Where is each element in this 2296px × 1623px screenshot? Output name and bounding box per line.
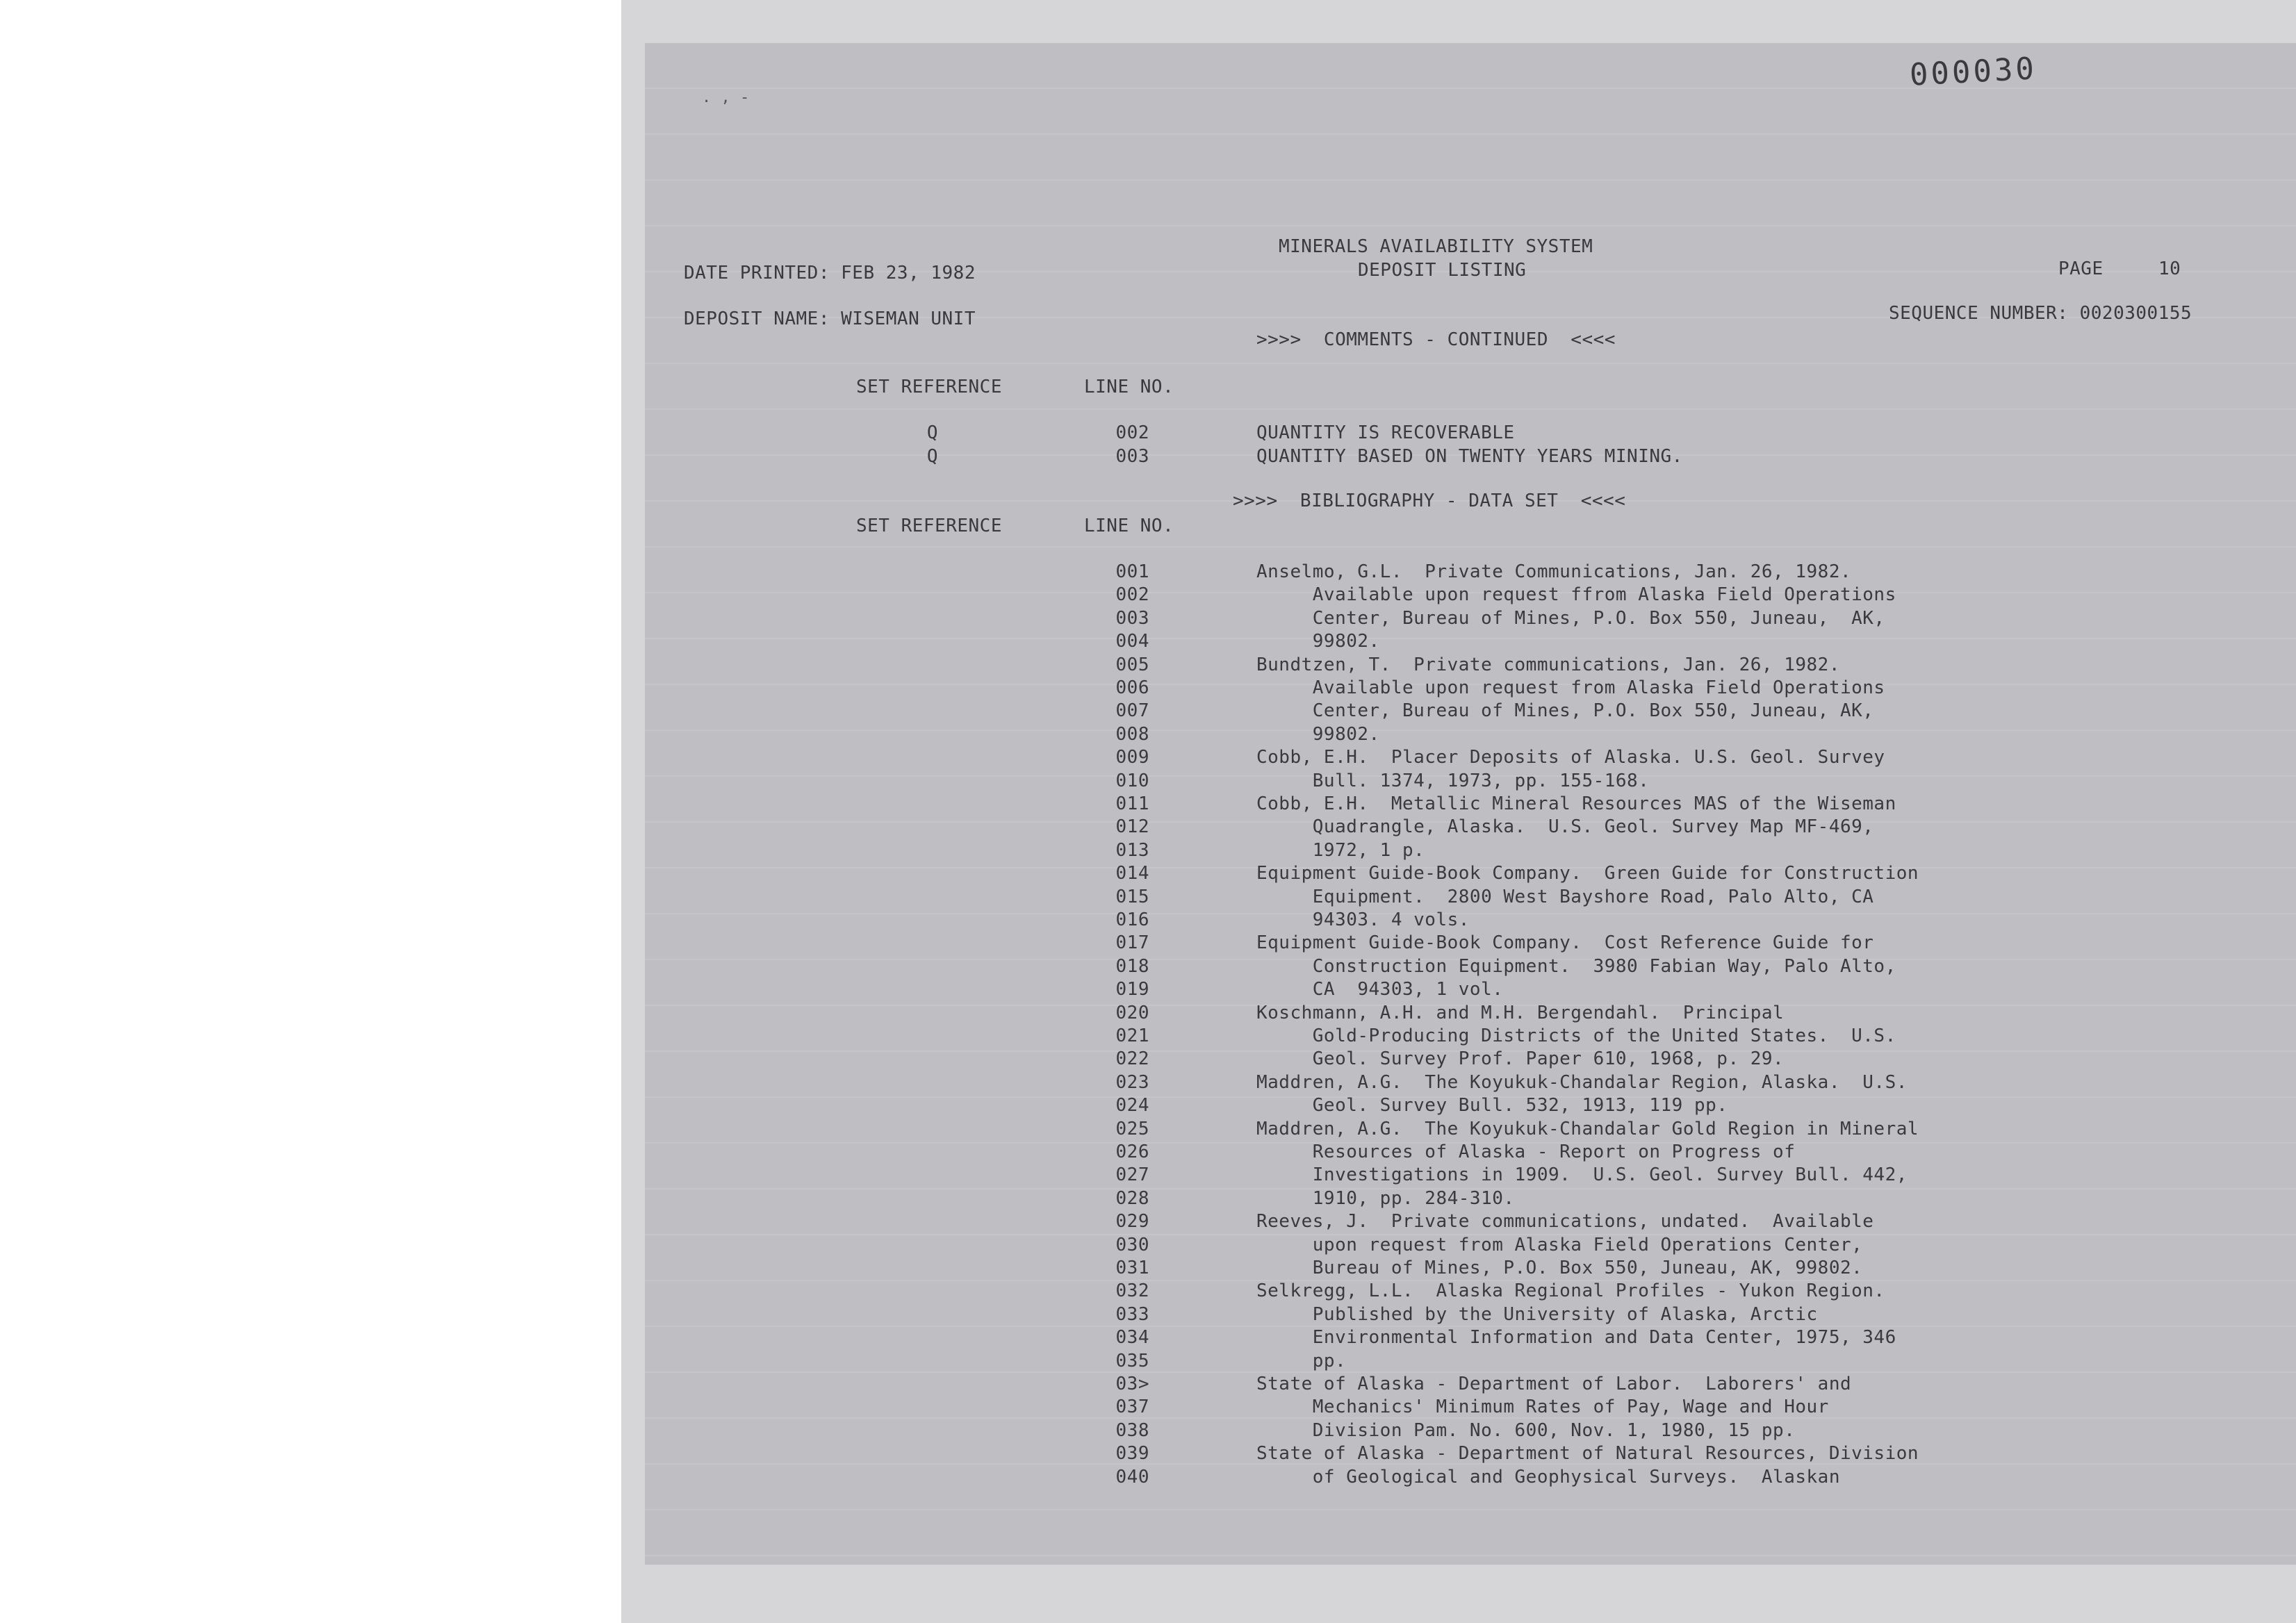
bibliography-line-number: 002 bbox=[1115, 584, 1149, 605]
corner-marks: . , - bbox=[702, 89, 750, 106]
bibliography-entry-text: Reeves, J. Private communications, undated. Available bbox=[1256, 1211, 1874, 1232]
bibliography-line-number: 017 bbox=[1115, 932, 1149, 953]
bibliography-line-number: 023 bbox=[1115, 1072, 1149, 1093]
bibliography-entry-text: pp. bbox=[1256, 1351, 1347, 1371]
bibliography-line-number: 007 bbox=[1115, 700, 1149, 721]
bibliography-entry-text: Available upon request ffrom Alaska Field Operations bbox=[1256, 584, 1896, 605]
bibliography-entry-text: Bureau of Mines, P.O. Box 550, Juneau, AK, 99802. bbox=[1256, 1258, 1863, 1278]
bibliography-entry-text: State of Alaska - Department of Labor. Laborers' and bbox=[1256, 1374, 1852, 1394]
bibliography-entry-text: Cobb, E.H. Placer Deposits of Alaska. U.S. Geol. Survey bbox=[1256, 747, 1885, 768]
bibliography-line-number: 014 bbox=[1115, 863, 1149, 884]
comments-col-line-no: LINE NO. bbox=[1084, 377, 1174, 397]
bibliography-entry-text: Investigations in 1909. U.S. Geol. Survey Bull. 442, bbox=[1256, 1164, 1908, 1185]
bibliography-entry-text: Geol. Survey Prof. Paper 610, 1968, p. 29. bbox=[1256, 1048, 1785, 1069]
bibliography-line-number: 001 bbox=[1115, 561, 1149, 582]
comment-line-number: 003 bbox=[1115, 446, 1149, 467]
bibliography-entry-text: Equipment Guide-Book Company. Cost Reference Guide for bbox=[1256, 932, 1874, 953]
bibliography-line-number: 040 bbox=[1115, 1467, 1149, 1488]
bibliography-line-number: 026 bbox=[1115, 1142, 1149, 1162]
bibliography-entry-text: Bundtzen, T. Private communications, Jan. 26, 1982. bbox=[1256, 654, 1840, 675]
bibliography-entry-text: Quadrangle, Alaska. U.S. Geol. Survey Map MF-469, bbox=[1256, 816, 1874, 837]
bibliography-entry-text: 94303. 4 vols. bbox=[1256, 909, 1470, 930]
bibliography-line-number: 031 bbox=[1115, 1258, 1149, 1278]
bibliography-entry-text: Published by the University of Alaska, Arctic bbox=[1256, 1304, 1818, 1325]
bibliography-entry-text: Center, Bureau of Mines, P.O. Box 550, Juneau, AK, bbox=[1256, 608, 1885, 629]
bibliography-entry-text: Maddren, A.G. The Koyukuk-Chandalar Region, Alaska. U.S. bbox=[1256, 1072, 1908, 1093]
bibliography-entry-text: Anselmo, G.L. Private Communications, Jan. 26, 1982. bbox=[1256, 561, 1852, 582]
bibliography-entry-text: Geol. Survey Bull. 532, 1913, 119 pp. bbox=[1256, 1095, 1728, 1116]
bibliography-entry-text: Division Pam. No. 600, Nov. 1, 1980, 15 pp. bbox=[1256, 1420, 1796, 1441]
bibliography-entry-text: upon request from Alaska Field Operations Center, bbox=[1256, 1235, 1863, 1255]
bibliography-line-number: 018 bbox=[1115, 956, 1149, 977]
bibliography-line-number: 022 bbox=[1115, 1048, 1149, 1069]
page-number: 10 bbox=[2158, 258, 2181, 279]
bibliography-entry-text: Selkregg, L.L. Alaska Regional Profiles - Yukon Region. bbox=[1256, 1280, 1885, 1301]
bibliography-entry-text: Cobb, E.H. Metallic Mineral Resources MAS of the Wiseman bbox=[1256, 793, 1896, 814]
listing-title: DEPOSIT LISTING bbox=[1358, 260, 1527, 281]
bibliography-entry-text: CA 94303, 1 vol. bbox=[1256, 979, 1504, 1000]
bibliography-entry-text: of Geological and Geophysical Surveys. Alaskan bbox=[1256, 1467, 1840, 1488]
bibliography-entry-text: 1910, pp. 284-310. bbox=[1256, 1188, 1515, 1209]
comment-set-reference: Q bbox=[926, 446, 939, 467]
bibliography-line-number: 03> bbox=[1115, 1374, 1149, 1394]
bibliography-line-number: 028 bbox=[1115, 1188, 1149, 1209]
bibliography-line-number: 021 bbox=[1115, 1025, 1149, 1046]
bibliography-line-number: 025 bbox=[1115, 1119, 1149, 1139]
bibliography-line-number: 004 bbox=[1115, 631, 1149, 652]
bibliography-entry-text: Koschmann, A.H. and M.H. Bergendahl. Principal bbox=[1256, 1003, 1785, 1023]
bibliography-line-number: 030 bbox=[1115, 1235, 1149, 1255]
comments-header: >>>> COMMENTS - CONTINUED <<<< bbox=[1256, 329, 1616, 350]
bibliography-line-number: 010 bbox=[1115, 771, 1149, 791]
document-page bbox=[645, 43, 2296, 1565]
bibliography-line-number: 003 bbox=[1115, 608, 1149, 629]
bibliography-line-number: 005 bbox=[1115, 654, 1149, 675]
bibliography-line-number: 006 bbox=[1115, 677, 1149, 698]
bibliography-line-number: 034 bbox=[1115, 1327, 1149, 1348]
bibliography-entry-text: 1972, 1 p. bbox=[1256, 840, 1425, 861]
bibliography-entry-text: Center, Bureau of Mines, P.O. Box 550, Juneau, AK, bbox=[1256, 700, 1874, 721]
bibliography-line-number: 019 bbox=[1115, 979, 1149, 1000]
bibliography-line-number: 027 bbox=[1115, 1164, 1149, 1185]
sequence-number: SEQUENCE NUMBER: 0020300155 bbox=[1889, 303, 2192, 324]
bibliography-line-number: 009 bbox=[1115, 747, 1149, 768]
bibliography-line-number: 015 bbox=[1115, 887, 1149, 907]
bibliography-entry-text: Environmental Information and Data Center, 1975, 346 bbox=[1256, 1327, 1896, 1348]
system-title: MINERALS AVAILABILITY SYSTEM bbox=[1279, 236, 1593, 257]
bibliography-line-number: 038 bbox=[1115, 1420, 1149, 1441]
bibliography-line-number: 037 bbox=[1115, 1397, 1149, 1417]
page-label: PAGE bbox=[2058, 258, 2104, 279]
bibliography-col-set-reference: SET REFERENCE bbox=[856, 516, 1002, 536]
bibliography-entry-text: Resources of Alaska - Report on Progress of bbox=[1256, 1142, 1796, 1162]
bibliography-line-number: 011 bbox=[1115, 793, 1149, 814]
comment-text: QUANTITY IS RECOVERABLE bbox=[1256, 422, 1515, 443]
bibliography-line-number: 008 bbox=[1115, 724, 1149, 745]
comments-col-set-reference: SET REFERENCE bbox=[856, 377, 1002, 397]
comment-set-reference: Q bbox=[926, 422, 939, 443]
bibliography-entry-text: State of Alaska - Department of Natural Resources, Division bbox=[1256, 1443, 1919, 1464]
bibliography-line-number: 033 bbox=[1115, 1304, 1149, 1325]
bibliography-entry-text: Equipment. 2800 West Bayshore Road, Palo Alto, CA bbox=[1256, 887, 1874, 907]
bibliography-entry-text: 99802. bbox=[1256, 724, 1380, 745]
bibliography-line-number: 020 bbox=[1115, 1003, 1149, 1023]
bibliography-line-number: 029 bbox=[1115, 1211, 1149, 1232]
bibliography-entry-text: Equipment Guide-Book Company. Green Guide for Construction bbox=[1256, 863, 1919, 884]
comment-line-number: 002 bbox=[1115, 422, 1149, 443]
bibliography-col-line-no: LINE NO. bbox=[1084, 516, 1174, 536]
bibliography-line-number: 013 bbox=[1115, 840, 1149, 861]
bibliography-entry-text: Construction Equipment. 3980 Fabian Way, Palo Alto, bbox=[1256, 956, 1896, 977]
bibliography-entry-text: Mechanics' Minimum Rates of Pay, Wage and Hour bbox=[1256, 1397, 1829, 1417]
comment-text: QUANTITY BASED ON TWENTY YEARS MINING. bbox=[1256, 446, 1683, 467]
bibliography-entry-text: Gold-Producing Districts of the United States. U.S. bbox=[1256, 1025, 1896, 1046]
bibliography-line-number: 039 bbox=[1115, 1443, 1149, 1464]
bibliography-entry-text: Maddren, A.G. The Koyukuk-Chandalar Gold Region in Mineral bbox=[1256, 1119, 1919, 1139]
document-number-stamp: 000030 bbox=[1908, 51, 2038, 93]
deposit-name: DEPOSIT NAME: WISEMAN UNIT bbox=[684, 308, 976, 329]
bibliography-header: >>>> BIBLIOGRAPHY - DATA SET <<<< bbox=[1233, 491, 1626, 511]
bibliography-line-number: 016 bbox=[1115, 909, 1149, 930]
bibliography-entry-text: Available upon request from Alaska Field Operations bbox=[1256, 677, 1885, 698]
bibliography-entry-text: 99802. bbox=[1256, 631, 1380, 652]
bibliography-line-number: 032 bbox=[1115, 1280, 1149, 1301]
bibliography-line-number: 012 bbox=[1115, 816, 1149, 837]
bibliography-entry-text: Bull. 1374, 1973, pp. 155-168. bbox=[1256, 771, 1650, 791]
date-printed: DATE PRINTED: FEB 23, 1982 bbox=[684, 263, 976, 283]
bibliography-line-number: 024 bbox=[1115, 1095, 1149, 1116]
bibliography-line-number: 035 bbox=[1115, 1351, 1149, 1371]
